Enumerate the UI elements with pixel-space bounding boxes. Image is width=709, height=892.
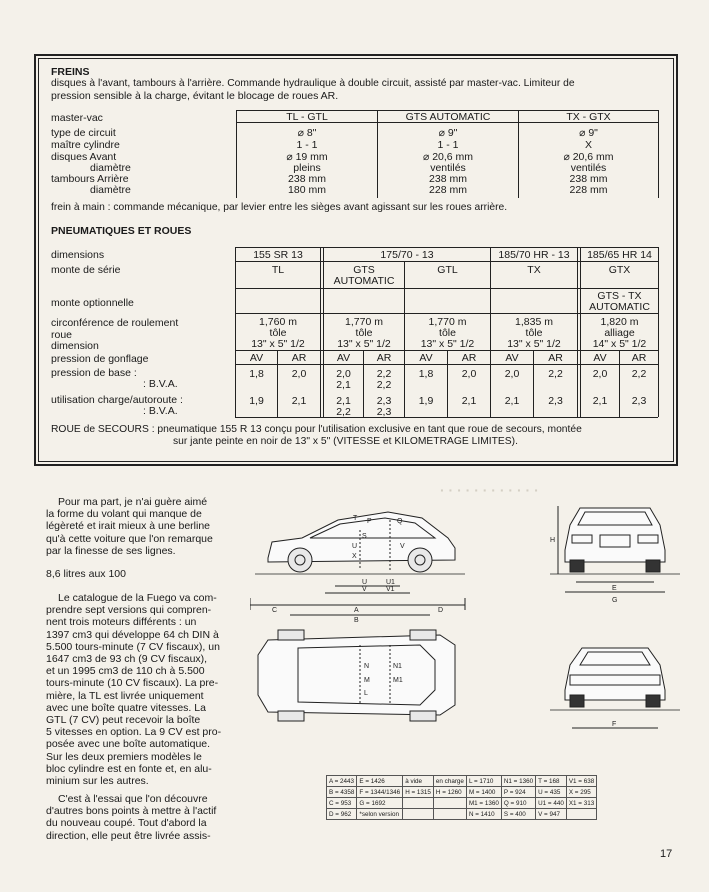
pneus-row-label: dimension — [51, 340, 99, 352]
dimension-value: 13" x 5" 1/2 — [507, 338, 561, 350]
roue-value: tôle — [525, 327, 543, 339]
pneus-table-top-rule — [235, 247, 658, 248]
av-header: AV — [249, 352, 264, 364]
freins-row-label: diamètre — [90, 162, 131, 174]
freins-col-header: GTS AUTOMATIC — [405, 111, 491, 123]
table-cell: U1 = 440 — [536, 798, 567, 809]
monte-optionnelle-model: GTS - TX — [597, 290, 642, 302]
front-view-drawing — [550, 648, 680, 728]
pneus-table-bottom-rule — [235, 417, 658, 418]
dim-letter: C — [272, 607, 278, 614]
text-line: avec une boîte quatre vitesses. La — [46, 701, 206, 714]
text-line: tours-minute (10 CV fiscaux). La pre- — [46, 677, 219, 690]
roue-secours-line1: ROUE de SECOURS : pneumatique 155 R 13 conçu pour l'utilisation exclusive en tant que roue de secours, montée — [51, 424, 582, 435]
freins-cell: ⌀ 9" — [438, 127, 458, 139]
page-number: 17 — [660, 848, 673, 860]
text-line: prendre sept versions qui compren- — [46, 604, 212, 617]
table-cell — [433, 798, 466, 809]
table-cell: en charge — [433, 776, 466, 787]
dim-letter: U1 — [386, 579, 395, 586]
dimension-value: 14" x 5" 1/2 — [592, 338, 647, 350]
av-header: AV — [505, 352, 519, 364]
table-cell: A = 2443 — [327, 776, 357, 787]
rear-view-drawing — [550, 506, 680, 592]
pressure-value: 2,1 — [592, 395, 608, 407]
table-cell: H = 1260 — [433, 787, 466, 798]
top-view-drawing — [258, 630, 455, 721]
dim-letter: Q — [397, 518, 403, 525]
freins-cell: ⌀ 20,6 mm — [422, 151, 474, 163]
article-paragraph-1 — [46, 496, 242, 557]
freins-cell: ⌀ 19 mm — [286, 151, 328, 163]
pressure-value-bva: 2,3 — [376, 406, 392, 418]
article-paragraph-3 — [46, 592, 242, 787]
pressure-value: 1,9 — [418, 395, 434, 407]
dimension-value: 13" x 5" 1/2 — [420, 338, 475, 350]
freins-cell: 228 mm — [429, 184, 467, 196]
dim-letter: F — [612, 721, 617, 728]
text-line: qu'à cette voiture que l'on remarque — [46, 532, 213, 545]
pressure-value: 2,3 — [376, 395, 392, 407]
circonference-value: 1,820 m — [600, 316, 639, 328]
text-line: par la finesse de ses lignes. — [46, 544, 176, 557]
freins-intro-line2: pression sensible à la charge, évitant le blocage de roues AR. — [51, 90, 339, 102]
table-cell — [403, 809, 434, 820]
dim-letter: B — [354, 617, 359, 624]
dim-letter: G — [612, 597, 618, 604]
freins-title: FREINS — [51, 66, 90, 78]
article-paragraph-2 — [46, 568, 242, 580]
table-cell — [566, 809, 596, 820]
av-header: AV — [593, 352, 607, 364]
dim-letter: V — [362, 586, 367, 593]
ar-header: AR — [461, 352, 477, 364]
roue-value: tôle — [355, 327, 373, 339]
dim-letter: N — [364, 663, 370, 670]
text-line: 5 vitesses en option. La 9 CV est pro- — [46, 726, 222, 739]
table-cell — [433, 809, 466, 820]
roue-value: tôle — [269, 327, 287, 339]
freins-col-divider — [658, 110, 659, 198]
freins-cell: ventilés — [430, 162, 466, 174]
pressure-value: 2,0 — [336, 368, 351, 380]
av-header: AV — [419, 352, 433, 364]
monte-serie-model: AUTOMATIC — [333, 275, 395, 287]
pressure-value: 1,9 — [249, 395, 264, 407]
dim-letter: M1 — [393, 677, 403, 684]
circonference-value: 1,835 m — [515, 316, 553, 328]
circonference-value: 1,770 m — [428, 316, 467, 328]
pneus-col-divider — [320, 247, 321, 417]
freins-row-label: tambours Arrière — [51, 173, 129, 185]
dim-letter: E — [612, 585, 617, 592]
frein-a-main-text: frein à main : commande mécanique, par levier entre les sièges avant agissant sur les roues arrière. — [51, 202, 508, 213]
ar-header: AR — [291, 352, 307, 364]
table-row — [327, 798, 597, 809]
freins-cell: ventilés — [570, 162, 607, 174]
pneus-table-rule — [235, 288, 658, 289]
freins-row-label: master-vac — [51, 112, 103, 124]
pressure-value: 2,0 — [592, 368, 608, 380]
tyre-dimension: 185/65 HR 14 — [587, 249, 652, 261]
pressure-value-bva: 2,1 — [336, 379, 351, 391]
table-cell: X1 = 313 — [566, 798, 596, 809]
table-cell — [403, 798, 434, 809]
text-line: minium sur les autres. — [46, 775, 149, 788]
text-line: la forme du volant qui manque de — [46, 508, 202, 521]
pressure-value: 2,3 — [631, 395, 647, 407]
freins-col-header: TX - GTX — [566, 111, 611, 123]
side-view-drawing — [250, 512, 465, 615]
pressure-value: 2,2 — [376, 368, 392, 380]
tyre-dimension: 185/70 HR - 13 — [498, 249, 570, 261]
table-cell: E = 1426 — [357, 776, 403, 787]
freins-intro-line1: disques à l'avant, tambours à l'arrière. Commande hydraulique à double circuit, assisté par master-vac. Limiteur de — [51, 78, 575, 89]
table-cell: P = 924 — [501, 787, 535, 798]
ar-header: AR — [548, 352, 563, 364]
freins-cell: ⌀ 9" — [579, 127, 598, 139]
dimensions-legend-table — [326, 775, 597, 820]
roue-value: alliage — [604, 327, 635, 339]
freins-row-label: diamètre — [90, 184, 131, 196]
text-line: mière, la TL est livrée uniquement — [46, 689, 204, 702]
dim-letter: U — [362, 579, 368, 586]
pneus-title: PNEUMATIQUES ET ROUES — [51, 225, 192, 237]
table-cell: X = 295 — [566, 787, 596, 798]
table-cell: D = 962 — [327, 809, 357, 820]
pneus-row-label: : B.V.A. — [143, 378, 178, 390]
dim-letter: A — [354, 607, 359, 614]
pressure-value: 2,2 — [631, 368, 647, 380]
pressure-value: 2,1 — [336, 395, 351, 407]
av-header: AV — [336, 352, 351, 364]
pneus-col-divider — [658, 247, 659, 417]
table-row — [327, 809, 597, 820]
text-line: direction, elle peut être livrée assis- — [46, 829, 211, 842]
pneus-row-label: : B.V.A. — [143, 405, 178, 417]
text-line: Sur les deux premiers modèles le — [46, 750, 202, 763]
monte-optionnelle-model: AUTOMATIC — [589, 301, 650, 313]
text-line: 1397 cm3 qui développe 64 ch DIN à — [46, 628, 219, 641]
dim-letter: D — [438, 607, 444, 614]
dim-letter: H — [550, 537, 556, 544]
dim-letter: L — [364, 690, 368, 697]
text-line: 1647 cm3 de 93 ch (9 CV fiscaux), — [46, 653, 208, 666]
table-cell: V = 947 — [536, 809, 567, 820]
freins-cell: X — [584, 139, 592, 151]
text-line: 8,6 litres aux 100 — [46, 568, 126, 580]
circonference-value: 1,770 m — [345, 316, 383, 328]
table-cell: Q = 910 — [501, 798, 535, 809]
table-cell: *selon version — [357, 809, 403, 820]
monte-serie-model: GTL — [437, 264, 458, 276]
freins-col-header: TL - GTL — [286, 111, 328, 123]
table-cell: S = 400 — [501, 809, 535, 820]
monte-serie-model: TL — [271, 264, 285, 276]
roue-value: tôle — [439, 327, 456, 339]
text-line: C'est à l'essai que l'on découvre — [58, 793, 208, 805]
dim-letter: V1 — [386, 586, 395, 593]
article-paragraph-4 — [46, 793, 242, 842]
table-cell: H = 1315 — [403, 787, 434, 798]
text-line: posée avec une boîte automatique. — [46, 738, 211, 751]
freins-cell: ⌀ 20,6 mm — [563, 151, 614, 163]
text-line: bloc cylindre est en fonte et, en alu- — [46, 762, 212, 775]
table-cell: à vide — [403, 776, 434, 787]
ar-header: AR — [631, 352, 647, 364]
pneus-row-label: circonférence de roulement — [51, 317, 179, 329]
table-row — [327, 776, 597, 787]
table-cell: V1 = 638 — [566, 776, 596, 787]
text-line: nent trois moteurs différents : un — [46, 616, 197, 629]
dimension-value: 13" x 5" 1/2 — [251, 338, 305, 350]
pneus-row-label: monte de série — [51, 264, 121, 276]
text-line: d'autres bons points à mettre à l'actif — [46, 805, 217, 818]
table-cell: B = 4358 — [327, 787, 357, 798]
table-row — [327, 787, 597, 798]
freins-cell: 228 mm — [569, 184, 608, 196]
pneus-row-label: roue — [51, 329, 73, 341]
freins-row-label: maître cylindre — [51, 139, 120, 151]
table-cell: F = 1344/1346 — [357, 787, 403, 798]
dim-letter: X — [352, 553, 357, 560]
text-line: et un 1995 cm3 de 110 ch à 5.500 — [46, 665, 205, 678]
table-cell: N = 1410 — [466, 809, 501, 820]
table-cell: C = 953 — [327, 798, 357, 809]
pneus-col-divider — [577, 247, 578, 417]
freins-cell: 1 - 1 — [437, 139, 459, 151]
pressure-value: 2,1 — [291, 395, 307, 407]
dim-letter: T — [353, 515, 358, 522]
car-technical-drawings — [250, 490, 690, 775]
ar-header: AR — [376, 352, 392, 364]
text-line: GTL (7 CV) peut recevoir la boîte — [46, 714, 201, 727]
monte-serie-model: GTS — [353, 264, 375, 276]
pneus-table-rule — [235, 313, 658, 314]
table-cell: N1 = 1360 — [501, 776, 535, 787]
freins-cell: pleins — [293, 162, 321, 174]
freins-cell: ⌀ 8" — [297, 127, 317, 139]
pressure-value: 2,0 — [504, 368, 520, 380]
pneus-row-label: pression de base : — [51, 367, 137, 379]
monte-serie-model: GTX — [608, 264, 631, 276]
tyre-dimension: 175/70 - 13 — [380, 249, 434, 261]
text-line: légèreté et irait mieux à une berline — [46, 520, 211, 533]
text-line: Pour ma part, je n'ai guère aimé — [58, 496, 208, 508]
pneus-row-label: monte optionnelle — [51, 297, 134, 309]
text-line: du nouveau coupé. Tout d'abord la — [46, 817, 207, 830]
table-cell: U = 435 — [536, 787, 567, 798]
pressure-value-bva: 2,2 — [376, 379, 392, 391]
pneus-row-label: dimensions — [51, 249, 105, 261]
show-through-text: · · · · · · · · · · · · — [440, 482, 539, 498]
freins-row-label: disques Avant — [51, 151, 117, 163]
table-cell: L = 1710 — [466, 776, 501, 787]
circonference-value: 1,760 m — [259, 316, 297, 328]
dim-letter: V — [400, 543, 405, 550]
freins-cell: 238 mm — [429, 173, 467, 185]
freins-cell: 238 mm — [569, 173, 608, 185]
roue-secours-line2: sur jante peinte en noir de 13" x 5" (VITESSE et KILOMETRAGE LIMITES). — [173, 436, 518, 447]
pressure-value: 2,3 — [548, 395, 563, 407]
pressure-value: 2,1 — [461, 395, 477, 407]
monte-serie-model: TX — [527, 264, 541, 276]
pressure-value: 2,1 — [504, 395, 520, 407]
table-cell: M1 = 1360 — [466, 798, 501, 809]
pressure-value: 1,8 — [418, 368, 434, 380]
freins-cell: 180 mm — [288, 184, 326, 196]
dim-letter: M — [364, 677, 370, 684]
pressure-value: 2,0 — [461, 368, 477, 380]
text-line: 5.500 tours-minute (7 CV fiscaux), un — [46, 640, 220, 653]
pressure-value: 2,2 — [548, 368, 563, 380]
dim-letter: S — [362, 533, 367, 540]
freins-cell: 238 mm — [288, 173, 326, 185]
pressure-value: 2,0 — [291, 368, 307, 380]
pneus-row-label: utilisation charge/autoroute : — [51, 394, 183, 406]
freins-row-label: type de circuit — [51, 127, 116, 139]
table-cell: G = 1692 — [357, 798, 403, 809]
pneus-row-label: pression de gonflage — [51, 353, 149, 365]
pressure-value: 1,8 — [249, 368, 264, 380]
freins-cell: 1 - 1 — [296, 139, 318, 151]
table-cell: T = 168 — [536, 776, 567, 787]
table-cell: M = 1400 — [466, 787, 501, 798]
dim-letter: U — [352, 543, 358, 550]
text-line: Le catalogue de la Fuego va com- — [58, 592, 217, 604]
tyre-dimension: 155 SR 13 — [253, 249, 303, 261]
pressure-value-bva: 2,2 — [336, 406, 351, 418]
dim-letter: P — [367, 518, 372, 525]
dim-letter: N1 — [393, 663, 402, 670]
pneus-table-rule — [235, 261, 658, 262]
dimension-value: 13" x 5" 1/2 — [337, 338, 391, 350]
